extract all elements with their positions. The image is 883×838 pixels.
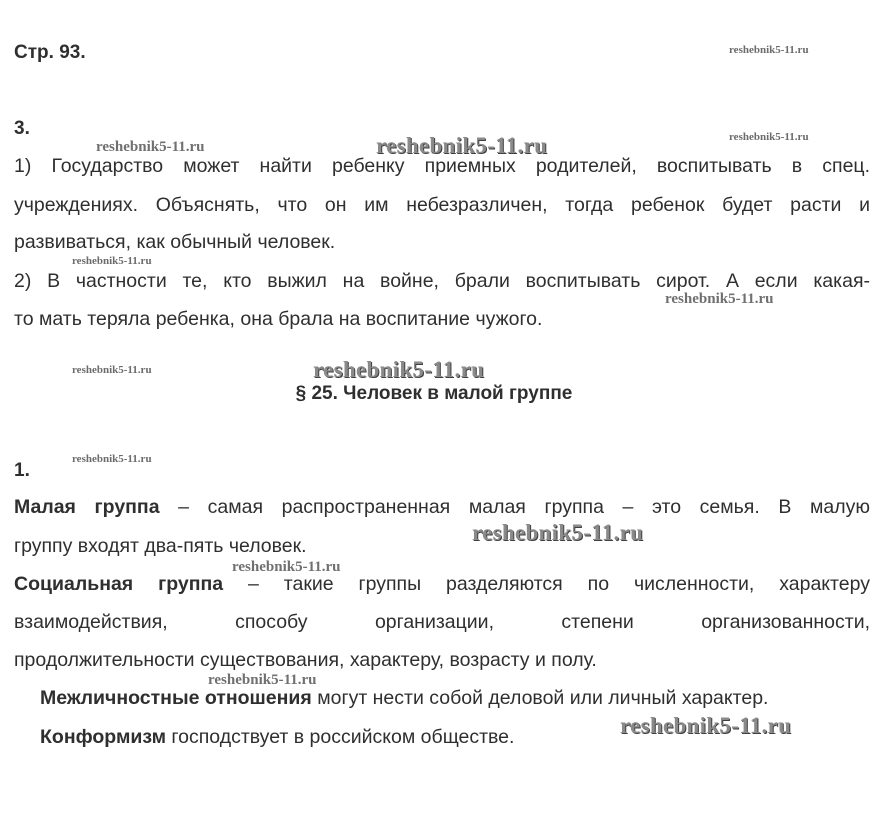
watermark: reshebnik5-11.ru [665, 291, 774, 307]
watermark: reshebnik5-11.ru [72, 364, 152, 376]
task1-p3 [40, 679, 768, 717]
watermark: reshebnik5-11.ru [472, 520, 644, 545]
watermark: reshebnik5-11.ru [232, 559, 341, 575]
term-social-group: Социальная группа [14, 573, 224, 595]
task3-line-4: 2) В частности те, кто выжил на войне, брали воспитывать сирот. А если какая- [14, 270, 870, 292]
term-interpersonal-relations: Межличностные отношения [40, 687, 312, 709]
task1-p4 [40, 718, 514, 756]
task1-p2-line-2: взаимодействия, способу организации, степени организованности, [14, 611, 870, 633]
task1-p4-text: господствует в российском обществе. [166, 726, 515, 748]
term-conformism: Конформизм [40, 726, 167, 748]
task3-line-3: развиваться, как обычный человек. [14, 231, 336, 253]
task1-p2-line-1 [14, 573, 870, 596]
task1-p3-text: могут нести собой деловой или личный характер. [311, 687, 769, 709]
watermark: reshebnik5-11.ru [729, 44, 809, 56]
watermark: reshebnik5-11.ru [72, 453, 152, 465]
task3-line-5: то мать теряла ребенка, она брала на воспитание чужого. [14, 308, 543, 330]
task-number-1: 1. [14, 460, 30, 481]
term-small-group: Малая группа [14, 496, 160, 518]
watermark: reshebnik5-11.ru [729, 131, 809, 143]
task1-p1-text: – самая распространенная малая группа – это семья. В малую [159, 496, 870, 518]
task1-p2-line-3: продолжительности существования, характеру, возрасту и полу. [14, 649, 597, 671]
task1-p1-line-2: группу входят два-пять человек. [14, 535, 307, 557]
task1-p2-text: – такие группы разделяются по численности, характеру [223, 573, 870, 595]
page-label: Стр. 93. [14, 42, 86, 63]
task3-line-2: учреждениях. Объяснять, что он им небезразличен, тогда ребенок будет расти и [14, 194, 870, 216]
section-title: § 25. Человек в малой группе [295, 383, 573, 404]
watermark: reshebnik5-11.ru [376, 133, 548, 158]
watermark: reshebnik5-11.ru [313, 357, 485, 382]
watermark: reshebnik5-11.ru [620, 713, 792, 738]
task3-line-1: 1) Государство может найти ребенку приемных родителей, воспитывать в спец. [14, 155, 870, 177]
watermark: reshebnik5-11.ru [96, 139, 205, 155]
task-number-3: 3. [14, 118, 30, 139]
watermark: reshebnik5-11.ru [72, 255, 152, 267]
task1-p1-line-1 [14, 496, 870, 519]
watermark: reshebnik5-11.ru [208, 672, 317, 688]
